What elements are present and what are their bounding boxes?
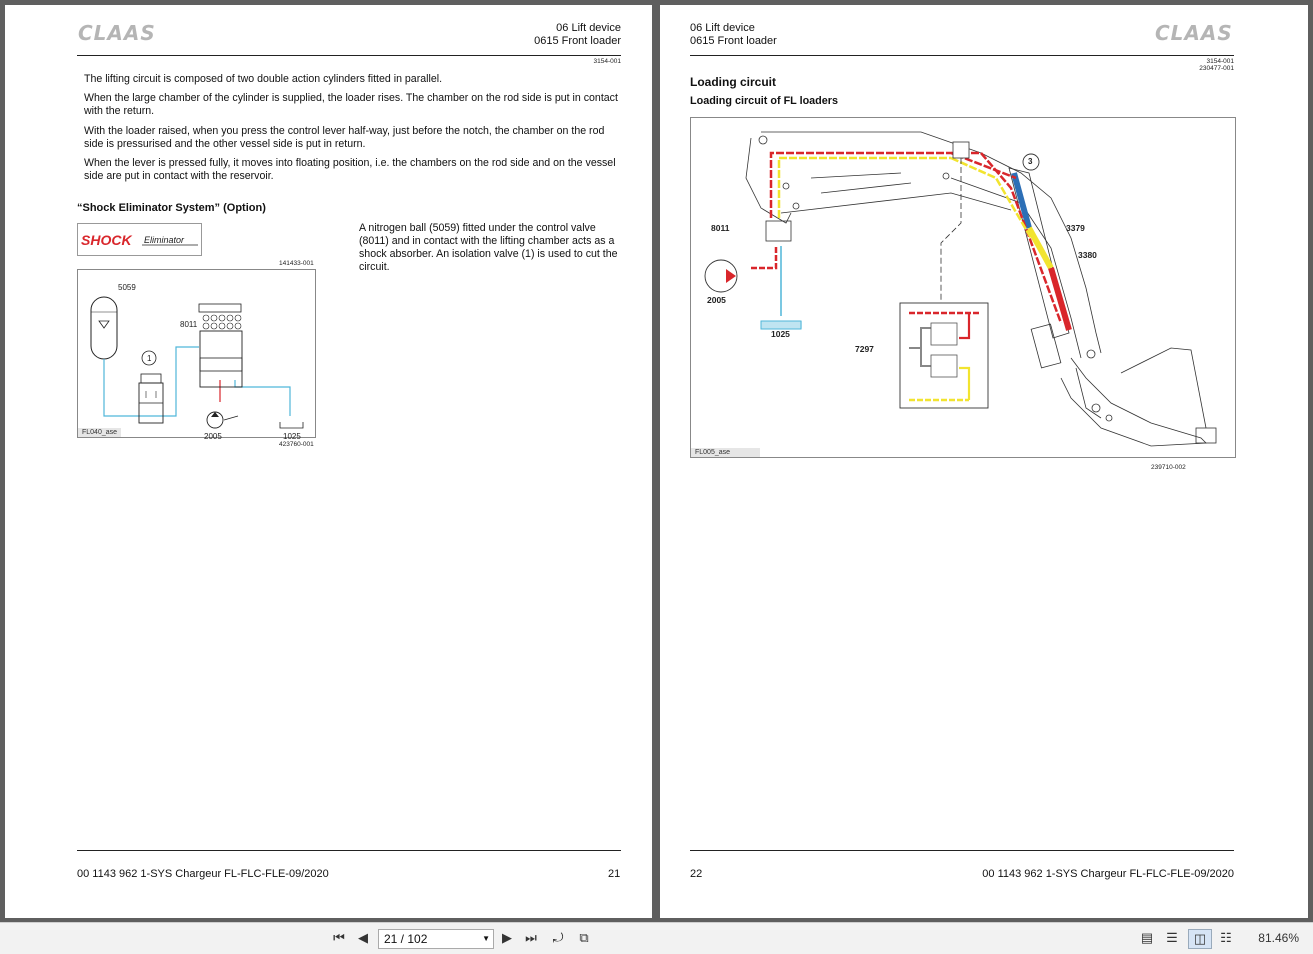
previous-page-icon[interactable]: ◀ [358, 930, 368, 945]
footer-document: 00 1143 962 1-SYS Chargeur FL-FLC-FLE-09/2020 [77, 868, 329, 880]
figure-code: FL005_ase [691, 448, 760, 457]
paragraph-4: When the lever is pressed fully, it moves into floating position, i.e. the chambers on the rod side and on the vessel side are put in contact with the reservoir. [84, 157, 616, 182]
header-section: 0615 Front loader [690, 35, 777, 47]
label-3380: 3380 [1078, 250, 1097, 260]
single-page-icon[interactable]: ▤ [1140, 930, 1154, 945]
label-2005: 2005 [707, 295, 726, 305]
paragraph-2: When the large chamber of the cylinder is supplied, the loader rises. The chamber on the rod side is put in contact with the return. [84, 92, 618, 117]
badge-reference: 141433-001 [279, 260, 314, 267]
header-rule [690, 55, 1234, 56]
page-indicator: 21 / 102 [384, 932, 428, 946]
two-page-icon[interactable]: ◫ [1188, 929, 1212, 949]
reference-code: 3154-001 [593, 58, 621, 65]
badge-word-shock: SHOCK [81, 232, 132, 248]
fit-icon[interactable]: ⧉ [579, 930, 589, 945]
header-section: 0615 Front loader [534, 35, 621, 47]
last-page-icon[interactable]: ⏭ [525, 930, 537, 945]
zoom-level[interactable]: 81.46% [1258, 931, 1299, 945]
left-page [5, 5, 652, 918]
badge-word-eliminator: Eliminator [144, 235, 185, 245]
label-8011: 8011 [711, 223, 730, 233]
section-subtitle: Loading circuit of FL loaders [690, 95, 838, 107]
claas-logo: CLAAS [78, 21, 156, 45]
footer-rule [77, 850, 621, 851]
reference-code-1: 3154-001 [1206, 58, 1234, 65]
claas-logo: CLAAS [1155, 21, 1233, 45]
page-header [690, 22, 777, 48]
page-number: 21 [608, 868, 621, 880]
section-title: Loading circuit [690, 75, 777, 89]
label-1025: 1025 [771, 329, 790, 339]
continuous-icon[interactable]: ☰ [1166, 930, 1178, 945]
figure-reference: 423760-001 [279, 441, 314, 448]
reference-code-2: 230477-001 [1199, 65, 1234, 72]
label-2005: 2005 [204, 432, 222, 441]
header-chapter: 06 Lift device [556, 22, 621, 34]
next-page-icon[interactable]: ▶ [502, 930, 512, 945]
rotate-icon[interactable]: ⤾ [552, 930, 564, 945]
label-1025: 1025 [283, 432, 301, 441]
page-selector[interactable] [378, 929, 494, 949]
viewer-toolbar [0, 922, 1313, 954]
reference-codes [1199, 58, 1234, 72]
header-chapter: 06 Lift device [690, 22, 755, 34]
two-page-continuous-icon[interactable]: ☷ [1220, 930, 1232, 945]
figure-code: FL040_ase [78, 428, 121, 437]
shock-eliminator-diagram [77, 269, 316, 441]
label-3379: 3379 [1066, 223, 1085, 233]
figure-reference: 239710-002 [1151, 464, 1186, 471]
footer-document: 00 1143 962 1-SYS Chargeur FL-FLC-FLE-09/2020 [982, 868, 1234, 880]
footer-rule [690, 850, 1234, 851]
label-8011: 8011 [180, 320, 198, 329]
first-page-icon[interactable]: ⏮ [333, 930, 345, 945]
loading-circuit-diagram [690, 117, 1236, 458]
section-title: “Shock Eliminator System” (Option) [77, 202, 266, 214]
shock-eliminator-logo [77, 223, 202, 256]
label-5059: 5059 [118, 283, 136, 292]
paragraph-3: With the loader raised, when you press the control lever half-way, just before the notch, the chamber on the rod side is pressurised and the other vessel side is put in return. [84, 125, 605, 150]
label-isolation-valve: 1 [147, 354, 152, 363]
page-header [534, 22, 621, 48]
chevron-down-icon: ▼ [482, 934, 490, 943]
label-7297: 7297 [855, 344, 874, 354]
page-number: 22 [690, 868, 703, 880]
paragraph-1: The lifting circuit is composed of two double action cylinders fitted in parallel. [84, 73, 443, 85]
side-description: A nitrogen ball (5059) fitted under the control valve (8011) and in contact with the lifting chamber acts as a shock absorber. An isolation valve (1) is used to cut the circuit. [359, 222, 618, 273]
header-rule [77, 55, 621, 56]
label-3: 3 [1028, 157, 1033, 166]
right-page [660, 5, 1308, 918]
